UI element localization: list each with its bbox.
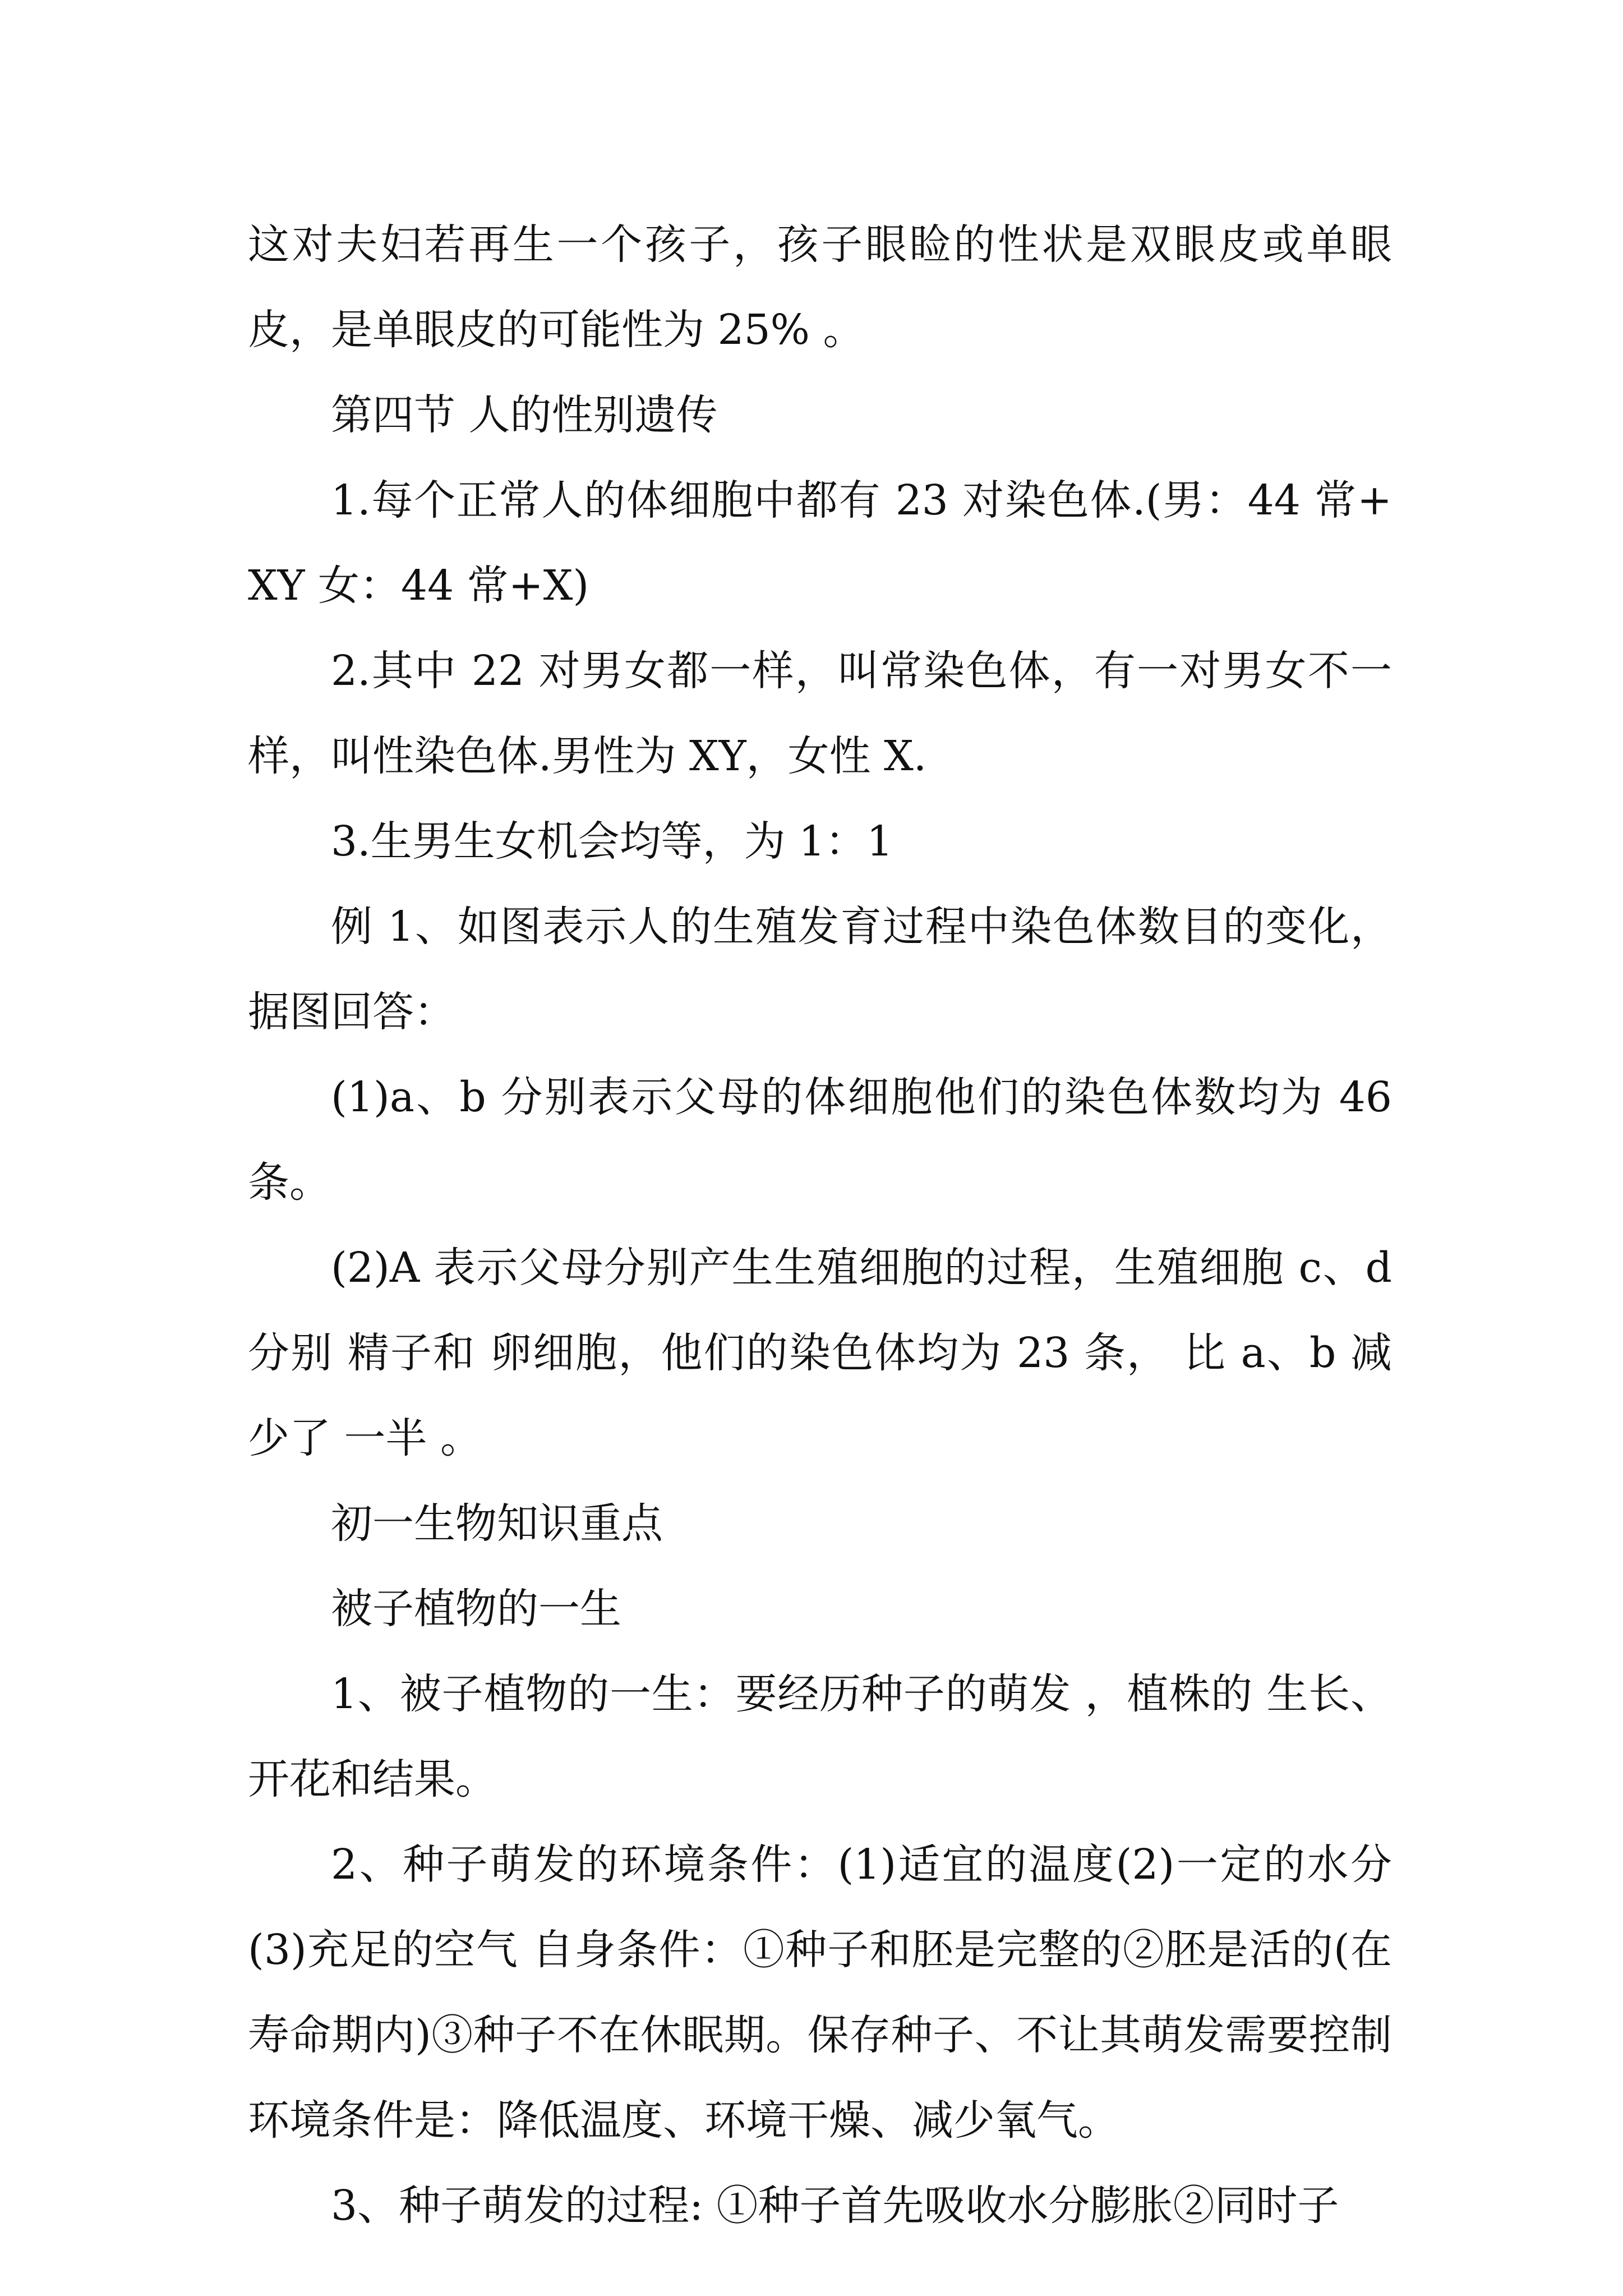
section-heading-sex-inheritance: 第四节 人的性别遗传 <box>331 391 718 439</box>
paragraph-item-2: 2、种子萌发的环境条件：(1)适宜的温度(2)一定的水分(3)充足的空气 自身条件：①种子和胚是完整的②胚是活的(在寿命期内)③种子不在休眠期。保存种子、不让其萌发需要控制环境条件是：降低温度、环境干燥、减少氧气。 <box>248 1841 1392 2145</box>
paragraph-answer-2: (2)A 表示父母分别产生生殖细胞的过程，生殖细胞 c、d 分别 精子和 卵细胞，他们的染色体均为 23 条， 比 a、b 减少了 一半 。 <box>248 1244 1392 1462</box>
section-heading-angiosperm-life: 被子植物的一生 <box>331 1585 621 1633</box>
paragraph-example-1: 例 1、如图表示人的生殖发育过程中染色体数目的变化，据图回答： <box>248 903 1392 1036</box>
paragraph-point-3: 3.生男生女机会均等，为 1：1 <box>331 817 893 866</box>
paragraph-point-2: 2.其中 22 对男女都一样，叫常染色体，有一对男女不一样，叫性染色体.男性为 XY，女性 X. <box>248 647 1392 780</box>
document-page <box>248 202 1392 2248</box>
paragraph-answer-1: (1)a、b 分别表示父母的体细胞他们的染色体数均为 46 条。 <box>248 1073 1392 1207</box>
paragraph-point-1: 1.每个正常人的体细胞中都有 23 对染色体.(男：44 常+XY 女：44 常+X) <box>248 476 1392 610</box>
paragraph-eyelid-probability: 这对夫妇若再生一个孩子，孩子眼睑的性状是双眼皮或单眼皮，是单眼皮的可能性为 25% 。 <box>248 220 1392 354</box>
paragraph-item-3: 3、种子萌发的过程: ①种子首先吸收水分膨胀②同时子 <box>331 2182 1339 2230</box>
paragraph-item-1: 1、被子植物的一生：要经历种子的萌发 ，植株的 生长、开花和结果。 <box>248 1670 1392 1803</box>
section-heading-key-points: 初一生物知识重点 <box>331 1499 663 1548</box>
